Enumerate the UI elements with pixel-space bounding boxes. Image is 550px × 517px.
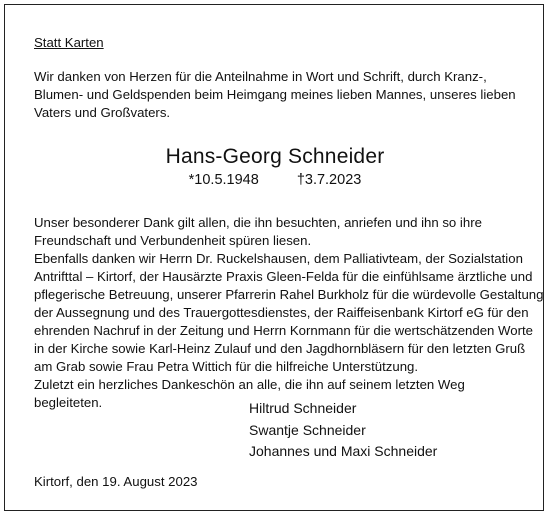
thanks-line: der Aussegnung und des Trauergottesdienstes, der Raiffeisenbank Kirtorf eG für den <box>34 305 529 320</box>
intro-line: Blumen- und Geldspenden beim Heimgang meines lieben Mannes, unseres lieben <box>34 87 516 102</box>
thanks-line: Zuletzt ein herzliches Dankeschön an alle, die ihn auf seinem letzten Weg <box>34 377 465 392</box>
deceased-name: Hans-Georg Schneider <box>165 145 385 168</box>
obituary-notice-card <box>4 4 544 511</box>
thanks-line: Freundschaft und Verbundenheit spüren liesen. <box>34 233 312 248</box>
intro-line: Vaters und Großvaters. <box>34 105 171 120</box>
thanks-line: in der Kirche sowie Karl-Heinz Zulauf und den Jagdhornbläsern für den letzten Gruß <box>34 341 526 356</box>
place-and-date: Kirtorf, den 19. August 2023 <box>34 474 198 489</box>
intro-line: Wir danken von Herzen für die Anteilnahme in Wort und Schrift, durch Kranz-, <box>34 69 487 84</box>
signer-name: Hiltrud Schneider <box>249 400 357 416</box>
thanks-line: Unser besonderer Dank gilt allen, die ihn besuchten, anriefen und ihn so ihre <box>34 215 482 230</box>
life-dates <box>5 172 545 188</box>
signer-name: Johannes und Maxi Schneider <box>249 443 438 459</box>
thanks-line: begleiteten. <box>34 395 103 410</box>
thanks-line: Ebenfalls danken wir Herrn Dr. Ruckelshausen, dem Palliativteam, der Sozialstation <box>34 251 523 266</box>
thanks-line: Antrifttal – Kirtorf, der Hausärzte Praxis Gleen-Felda für die einfühlsame ärztliche und <box>34 269 533 284</box>
intro-paragraph <box>34 68 516 122</box>
thanks-line: pflegerische Betreuung, unserer Pfarrerin Rahel Burkholz für die würdevolle Gestaltung <box>34 287 544 302</box>
birth-date: *10.5.1948 <box>188 172 259 188</box>
signer-name: Swantje Schneider <box>249 421 366 438</box>
thanks-line: ehrenden Nachruf in der Zeitung und Herrn Kornmann für die wertschätzenden Worte <box>34 323 533 338</box>
signers-list <box>249 398 437 463</box>
thanks-line: am Grab sowie Frau Petra Wittich für die hilfreiche Unterstützung. <box>34 359 419 374</box>
notice-header: Statt Karten <box>34 35 104 50</box>
death-date: †3.7.2023 <box>296 172 362 188</box>
thanks-paragraph <box>34 214 543 412</box>
